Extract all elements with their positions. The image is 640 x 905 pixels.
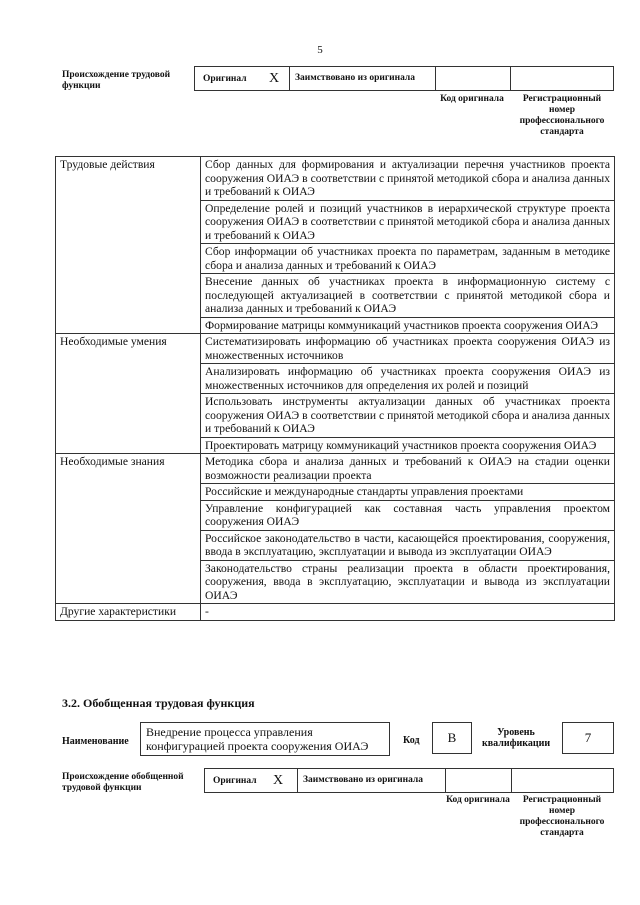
level-value: 7 <box>562 722 614 754</box>
level-label: Уровень квалификации <box>482 727 551 749</box>
page-number: 5 <box>317 44 323 56</box>
code-cell-2 <box>445 769 446 792</box>
original-mark-2: X <box>273 773 284 788</box>
divider <box>289 67 290 90</box>
origin-label: Происхождение трудовой функции <box>62 70 171 91</box>
table-row <box>56 604 615 621</box>
origin-label-2: Происхождение обобщенной трудовой функции <box>62 772 184 793</box>
table-row <box>56 454 615 484</box>
row-item: Сбор информации об участниках проекта по параметрам, заданным в методике сбора и анализа данных и требований к ОИАЭ <box>201 244 615 274</box>
table-row <box>56 334 615 364</box>
original-mark: X <box>269 71 280 86</box>
code-cell <box>435 67 436 90</box>
row-item: Методика сбора и анализа данных и требований к ОИАЭ на стадии оценки возможности реализации проекта <box>201 454 615 484</box>
reg-cell-2 <box>511 769 512 792</box>
row-item: Определение ролей и позиций участников в иерархической структуре проекта сооружения ОИАЭ в соответствии с принятой методикой сбора и анализа данных и требований к ОИАЭ <box>201 200 615 244</box>
row-item: Внесение данных об участниках проекта в информационную систему с последующей актуализацией в соответствии с принятой методикой сбора и анализа данных и требований к ОИАЭ <box>201 274 615 318</box>
row-item: Систематизировать информацию об участниках проекта сооружения ОИАЭ из множественных источников <box>201 334 615 364</box>
row-item: Проектировать матрицу коммуникаций участников проекта сооружения ОИАЭ <box>201 437 615 454</box>
row-item: Законодательство страны реализации проекта в области проектирования, сооружения, ввода в эксплуатацию, эксплуатации и вывода из эксплуатации ОИАЭ <box>201 560 615 604</box>
reg-cell <box>510 67 511 90</box>
name-label: Наименование <box>62 736 129 747</box>
borrowed-label-2: Заимствовано из оригинала <box>303 775 423 785</box>
row-header: Другие характеристики <box>56 604 201 621</box>
original-label: Оригинал <box>203 74 247 84</box>
row-header: Трудовые действия <box>56 157 201 334</box>
code-value: B <box>432 722 472 754</box>
original-label-2: Оригинал <box>213 776 257 786</box>
code-caption: Код оригинала <box>440 94 504 104</box>
section-title: 3.2. Обобщенная трудовая функция <box>62 696 255 710</box>
row-item: Анализировать информацию об участниках проекта сооружения ОИАЭ из множественных источников для определения их ролей и позиций <box>201 364 615 394</box>
origin-box <box>194 66 614 91</box>
row-item: Управление конфигурацией как составная часть управления проектом сооружения ОИАЭ <box>201 500 615 530</box>
name-value: Внедрение процесса управления конфигурацией проекта сооружения ОИАЭ <box>140 722 390 756</box>
reg-caption: Регистрационный номер профессионального стандарта <box>519 94 605 137</box>
reg-caption-2: Регистрационный номер профессионального стандарта <box>519 795 605 838</box>
code-label: Код <box>403 735 420 746</box>
divider-2 <box>297 769 298 792</box>
table-row <box>56 157 615 201</box>
row-header: Необходимые знания <box>56 454 201 604</box>
competency-table <box>55 156 615 621</box>
code-caption-2: Код оригинала <box>446 795 510 805</box>
row-item: Российские и международные стандарты управления проектами <box>201 484 615 501</box>
row-item: Российское законодательство в части, касающейся проектирования, сооружения, ввода в эксплуатацию, эксплуатации и вывода из эксплуатации ОИАЭ <box>201 530 615 560</box>
row-item: Формирование матрицы коммуникаций участников проекта сооружения ОИАЭ <box>201 317 615 334</box>
row-header: Необходимые умения <box>56 334 201 454</box>
origin-box-2 <box>204 768 614 793</box>
row-item: Сбор данных для формирования и актуализации перечня участников проекта сооружения ОИАЭ в соответствии с принятой методикой сбора и анализа данных и требований к ОИАЭ <box>201 157 615 201</box>
row-item: - <box>201 604 615 621</box>
row-item: Использовать инструменты актуализации данных об участниках проекта сооружения ОИАЭ в соответствии с принятой методикой сбора и анализа данных и требований к ОИАЭ <box>201 394 615 438</box>
borrowed-label: Заимствовано из оригинала <box>295 73 415 83</box>
